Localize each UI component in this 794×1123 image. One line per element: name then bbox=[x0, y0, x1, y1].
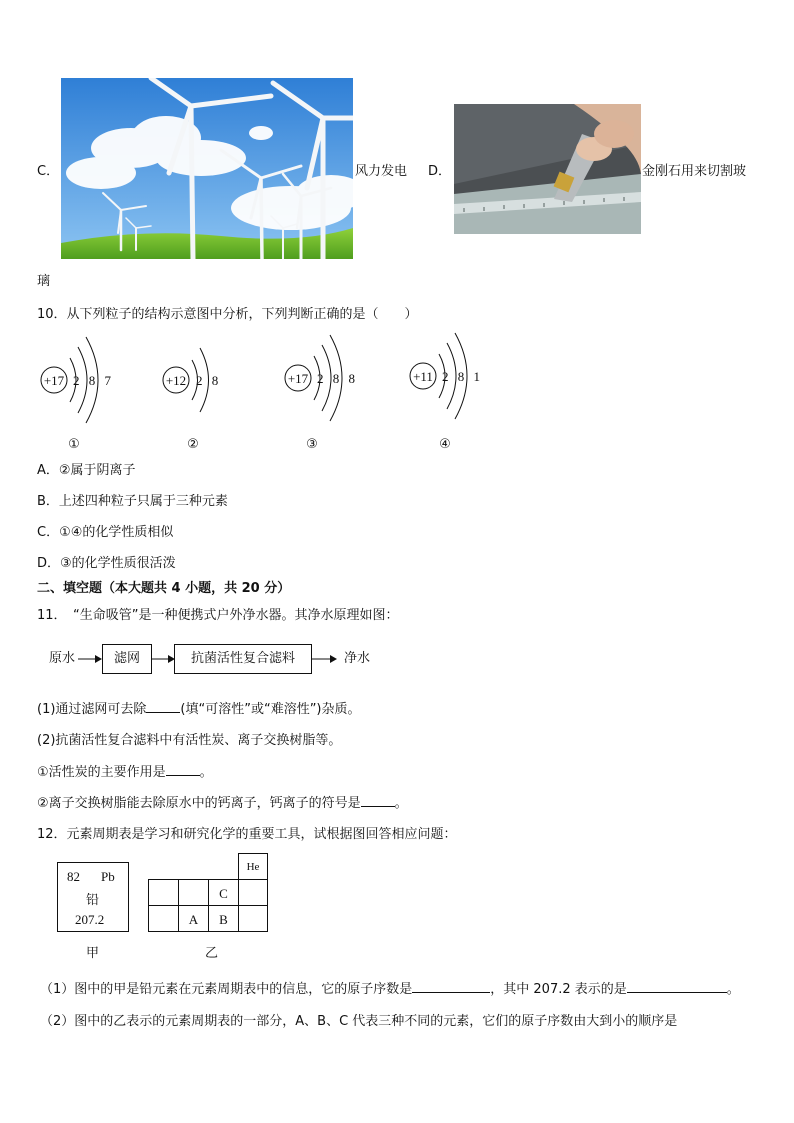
q10-option-b: B．上述四种粒子只属于三种元素 bbox=[37, 494, 228, 509]
option-d-caption: 金刚石用来切割玻 bbox=[642, 164, 747, 179]
option-c-caption: 风力发电 bbox=[355, 164, 408, 179]
q11-part-1 bbox=[37, 698, 361, 717]
q12-part-1 bbox=[40, 978, 740, 997]
table-cell-a bbox=[178, 905, 209, 932]
wind-turbine-image bbox=[61, 78, 353, 259]
lead-atomic-mass: 207.2 bbox=[75, 912, 105, 927]
q12-stem: 12．元素周期表是学习和研究化学的重要工具，试根据图回答相应问题： bbox=[37, 827, 457, 842]
q12-part-2: （2）图中的乙表示的元素周期表的一部分，A、B、C 代表三种不同的元素，它们的原子序数由大到小的顺序是 bbox=[40, 1014, 678, 1029]
lead-symbol: Pb bbox=[101, 869, 115, 884]
element-b: B bbox=[219, 912, 228, 927]
option-d-label: D． bbox=[428, 164, 452, 179]
lead-element-card bbox=[57, 862, 129, 932]
q10-option-c: C．①④的化学性质相似 bbox=[37, 525, 174, 540]
q10-option-d: D．③的化学性质很活泼 bbox=[37, 556, 176, 571]
lead-atomic-number: 82 bbox=[67, 869, 80, 884]
atom-2-shells: 2 8 bbox=[196, 373, 222, 388]
table-cell-r1c4 bbox=[238, 879, 268, 906]
flow-clean-water: 净水 bbox=[344, 651, 371, 666]
option-c-label: C． bbox=[37, 164, 60, 179]
q11-part-3-blank[interactable] bbox=[166, 761, 200, 776]
q11-part-1-text-a: (1)通过滤网可去除 bbox=[37, 702, 147, 717]
table-cell-c bbox=[208, 879, 239, 906]
atom-4-shells: 2 8 1 bbox=[442, 369, 483, 384]
flow-arrow-2 bbox=[151, 653, 175, 665]
q11-part-3 bbox=[37, 761, 213, 780]
q11-part-3-text-a: ①活性炭的主要作用是 bbox=[37, 765, 166, 780]
atom-3-tag: ③ bbox=[306, 437, 318, 452]
q10-option-a: A．②属于阴离子 bbox=[37, 463, 136, 478]
table-cell-r2c1 bbox=[148, 905, 179, 932]
flow-arrow-3 bbox=[311, 653, 337, 665]
q12-part-1-blank-2[interactable] bbox=[627, 978, 727, 993]
flow-filter-net-box: 滤网 bbox=[102, 644, 152, 674]
q11-part-4-blank[interactable] bbox=[361, 792, 395, 807]
q12-part-1-text-b: ，其中 207.2 表示的是 bbox=[490, 982, 627, 997]
atom-2-tag: ② bbox=[187, 437, 199, 452]
atom-1-tag: ① bbox=[68, 437, 80, 452]
helium-symbol: He bbox=[246, 861, 260, 873]
table-cell-r2c4 bbox=[238, 905, 268, 932]
q11-part-4-text-a: ②离子交换树脂能去除原水中的钙离子，钙离子的符号是 bbox=[37, 796, 361, 811]
q11-part-4-text-b: 。 bbox=[394, 796, 408, 811]
atom-4-nucleus: +11 bbox=[413, 369, 433, 384]
lead-card-caption: 甲 bbox=[86, 946, 100, 961]
table-cell-r1c2 bbox=[178, 879, 209, 906]
q12-part-1-text-c: 。 bbox=[726, 982, 740, 997]
table-cell-r1c1 bbox=[148, 879, 179, 906]
table-caption: 乙 bbox=[205, 946, 219, 961]
q11-part-1-blank[interactable] bbox=[146, 698, 180, 713]
q11-part-4 bbox=[37, 792, 408, 811]
atom-2-nucleus: +12 bbox=[165, 373, 187, 388]
q11-stem: 11． “生命吸管”是一种便携式户外净水器。其净水原理如图： bbox=[37, 608, 399, 623]
atom-4-tag: ④ bbox=[439, 437, 451, 452]
flow-raw-water: 原水 bbox=[49, 651, 76, 666]
atom-structure-diagrams bbox=[30, 325, 500, 453]
flow-composite-filter-box: 抗菌活性复合滤料 bbox=[174, 644, 312, 674]
atom-3-nucleus: +17 bbox=[287, 371, 309, 386]
element-c: C bbox=[219, 886, 228, 901]
q11-part-2: (2)抗菌活性复合滤料中有活性炭、离子交换树脂等。 bbox=[37, 733, 342, 748]
table-cell-b bbox=[208, 905, 239, 932]
element-a: A bbox=[188, 912, 199, 927]
q10-stem: 10．从下列粒子的结构示意图中分析，下列判断正确的是（ ） bbox=[37, 307, 418, 322]
table-cell-he bbox=[238, 853, 268, 880]
q11-part-3-text-b: 。 bbox=[199, 765, 213, 780]
option-d-caption-wrap: 璃 bbox=[37, 274, 51, 289]
flow-arrow-1 bbox=[78, 653, 102, 665]
atom-3-shells: 2 8 8 bbox=[317, 371, 358, 386]
q12-part-1-text-a: （1）图中的甲是铅元素在元素周期表中的信息，它的原子序数是 bbox=[40, 982, 413, 997]
section-2-title: 二、填空题（本大题共 4 小题，共 20 分） bbox=[37, 581, 291, 596]
glass-cutter-image bbox=[454, 104, 641, 234]
lead-name: 铅 bbox=[86, 893, 100, 908]
q11-part-1-text-b: (填“可溶性”或“难溶性”)杂质。 bbox=[180, 702, 361, 717]
q12-part-1-blank-1[interactable] bbox=[412, 978, 490, 993]
atom-1-nucleus: +17 bbox=[43, 373, 65, 388]
atom-1-shells: 2 8 7 bbox=[73, 373, 114, 388]
